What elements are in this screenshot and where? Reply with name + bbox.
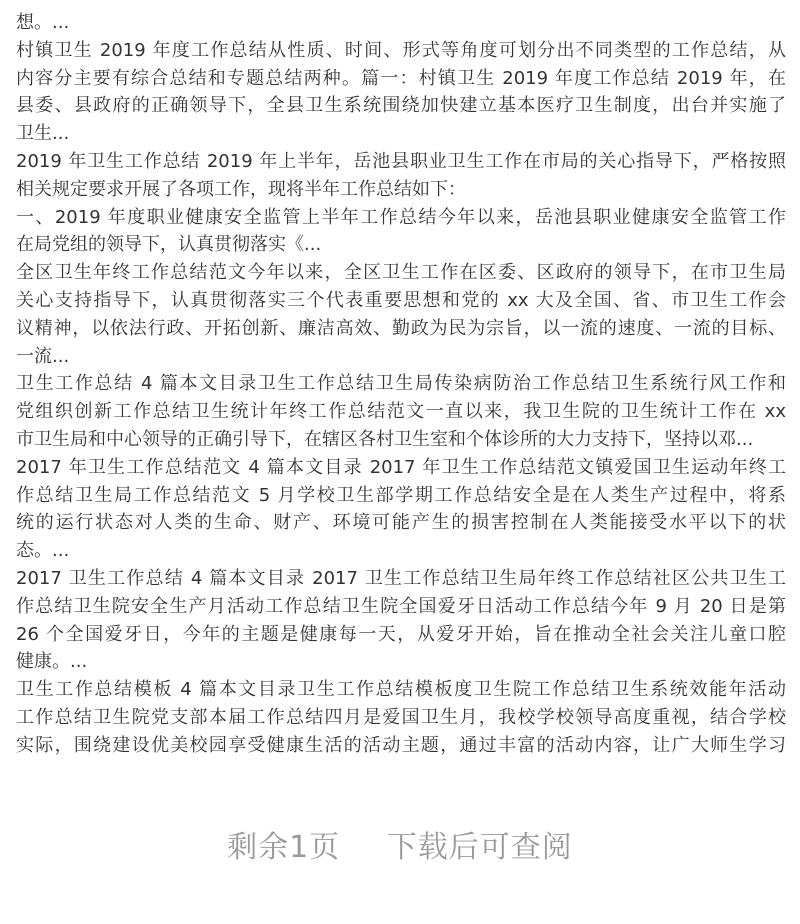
paragraph [16, 204, 786, 260]
text-line: 卫生工作总结 4 篇本文目录卫生工作总结卫生局传染病防治工作总结卫生系统行风工作和 [16, 373, 786, 395]
paragraph [16, 37, 786, 148]
text-line: 卫生工作总结模板 4 篇本文目录卫生工作总结模板度卫生院工作总结卫生系统效能年活动 [16, 679, 786, 701]
paragraph [16, 148, 786, 204]
text-line: 2017 卫生工作总结 4 篇本文目录 2017 卫生工作总结卫生局年终工作总结社区公共卫生工 [16, 567, 786, 589]
text-line: 关心支持指导下，认真贯彻落实三个代表重要思想和党的 xx 大及全国、省、市卫生工作会 [16, 289, 786, 311]
text-line: 统的运行状态对人类的生命、财产、环境可能产生的损害控制在人类能接受水平以下的状 [16, 512, 786, 534]
text-line: 工作总结卫生院党支部本届工作总结四月是爱国卫生月，我校学校领导高度重视，结合学校 [16, 706, 786, 728]
text-line: 议精神，以依法行政、开拓创新、廉洁高效、勤政为民为宗旨，以一流的速度、一流的目标、 [16, 317, 786, 339]
paragraph [16, 370, 786, 453]
download-prompt[interactable] [0, 822, 800, 866]
text-line: 村镇卫生 2019 年度工作总结从性质、时间、形式等角度可划分出不同类型的工作总结，从 [16, 39, 786, 61]
text-line: 实际，围绕建设优美校园享受健康生活的活动主题，通过丰富的活动内容，让广大师生学习 [16, 734, 786, 756]
text-line: 一流... [16, 345, 70, 367]
text-line: 26 个全国爱牙日，今年的主题是健康每一天，从爱牙开始，旨在推动全社会关注儿童口腔 [16, 623, 786, 645]
paragraph [16, 676, 786, 759]
text-line: 态。... [16, 540, 70, 562]
text-line: 一、2019 年度职业健康安全监管上半年工作总结今年以来，岳池县职业健康安全监管工作 [16, 206, 786, 228]
text-line: 全区卫生年终工作总结范文今年以来，全区卫生工作在区委、区政府的领导下，在市卫生局 [16, 262, 786, 284]
paragraph [16, 565, 786, 676]
text-line: 想。... [16, 12, 70, 33]
download-hint-label: 下载后可查阅 [386, 830, 573, 865]
paragraph [16, 9, 786, 37]
text-line: 作总结卫生院安全生产月活动工作总结卫生院全国爱牙日活动工作总结今年 9 月 20 日是第 [16, 595, 786, 617]
text-line: 相关规定要求开展了各项工作，现将半年工作总结如下： [16, 178, 466, 200]
document-body [16, 9, 786, 760]
text-line: 内容分主要有综合总结和专题总结两种。篇一：村镇卫生 2019 年度工作总结 2019 年，在 [16, 67, 786, 89]
text-line: 县委、县政府的正确领导下，全县卫生系统围绕加快建立基本医疗卫生制度，出台并实施了 [16, 95, 786, 117]
remaining-pages-label: 剩余1页 [227, 830, 341, 865]
paragraph [16, 259, 786, 370]
paragraph [16, 454, 786, 565]
text-line: 作总结卫生局工作总结范文 5 月学校卫生部学期工作总结安全是在人类生产过程中，将系 [16, 484, 786, 506]
text-line: 健康。... [16, 651, 88, 673]
text-line: 2019 年卫生工作总结 2019 年上半年，岳池县职业卫生工作在市局的关心指导下，严格按照 [16, 150, 786, 172]
text-line: 在局党组的领导下，认真贯彻落实《... [16, 234, 322, 256]
text-line: 2017 年卫生工作总结范文 4 篇本文目录 2017 年卫生工作总结范文镇爱国卫生运动年终工 [16, 456, 786, 478]
text-line: 卫生... [16, 123, 70, 145]
text-line: 市卫生局和中心领导的正确引导下，在辖区各村卫生室和个体诊所的大力支持下，坚持以邓... [16, 428, 754, 450]
text-line: 党组织创新工作总结卫生统计年终工作总结范文一直以来，我卫生院的卫生统计工作在 xx [16, 401, 786, 423]
